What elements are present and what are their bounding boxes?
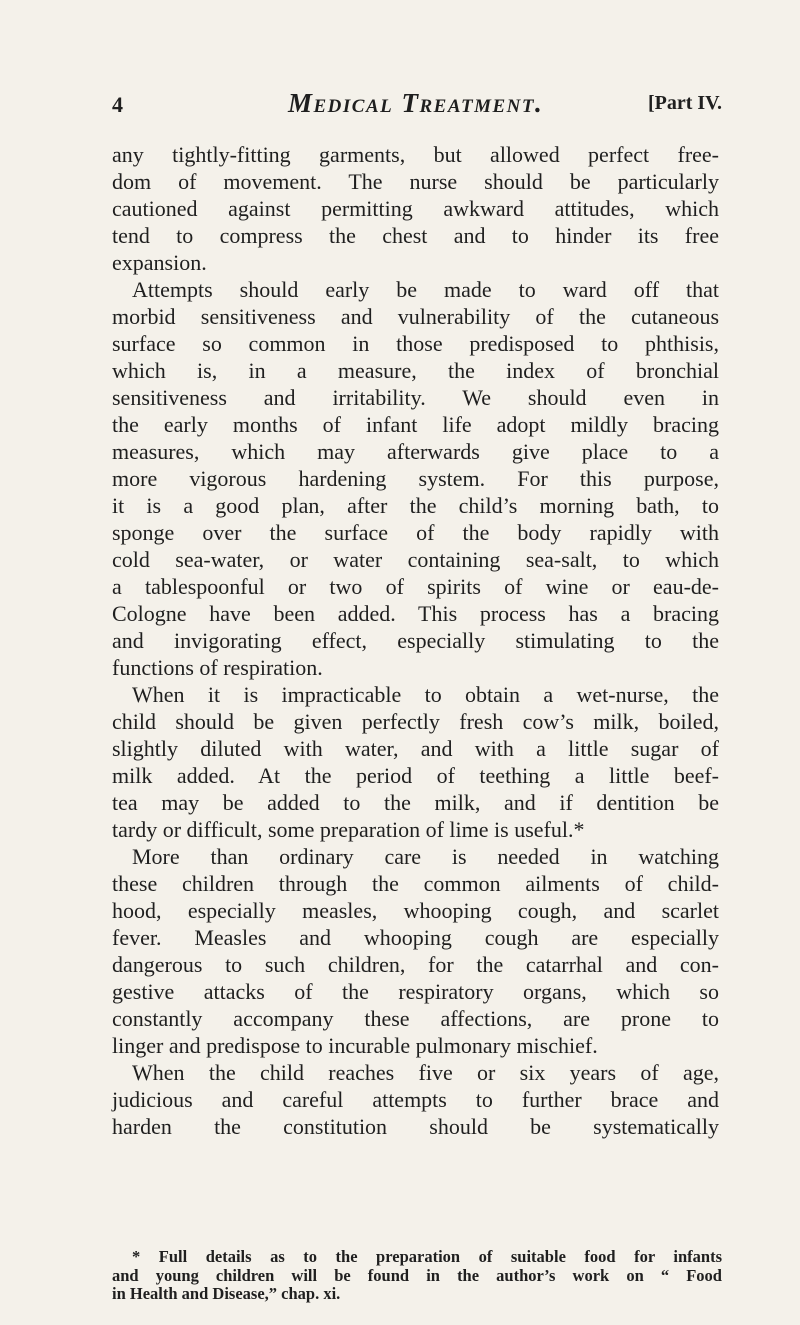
text-line: sensitiveness and irritability. We should even in [112,385,719,410]
footnote-line: and young children will be found in the author’s work on “ Food [112,1265,722,1285]
text-line: surface so common in those predisposed to phthisis, [112,331,719,356]
text-line: cautioned against permitting awkward attitudes, which [112,196,719,221]
text-line: judicious and careful attempts to further brace and [112,1087,719,1112]
part-label: [Part IV. [647,92,722,114]
text-line: measures, which may afterwards give place to a [112,439,719,464]
text-line: More than ordinary care is needed in watching [132,844,719,869]
text-line: functions of respiration. [112,655,323,680]
text-line: hood, especially measles, whooping cough, and scarlet [112,898,719,923]
text-line: Cologne have been added. This process has a bracing [112,601,719,626]
paragraph [112,843,719,1059]
running-title: Medical Treatment. [288,88,544,118]
text-line: a tablespoonful or two of spirits of wine or eau-de- [112,574,719,599]
text-line: fever. Measles and whooping cough are especially [112,925,719,950]
text-line: any tightly-fitting garments, but allowed perfect free- [112,142,719,167]
text-line: When it is impracticable to obtain a wet-nurse, the [132,682,719,707]
text-line: more vigorous hardening system. For this purpose, [112,466,719,491]
footnote-line: in Health and Disease,” chap. xi. [112,1284,341,1303]
text-line: linger and predispose to incurable pulmonary mischief. [112,1033,598,1058]
text-line: milk added. At the period of teething a little beef- [112,763,719,788]
text-line: dom of movement. The nurse should be particularly [112,169,719,194]
text-line: Attempts should early be made to ward off that [132,277,719,302]
text-line: tea may be added to the milk, and if dentition be [112,790,719,815]
text-line: harden the constitution should be systematically [112,1114,719,1139]
paragraph [112,681,719,843]
paragraph [112,276,719,681]
text-line: slightly diluted with water, and with a little sugar of [112,736,719,761]
paragraph [112,1059,719,1140]
page-number: 4 [112,92,123,117]
text-line: and invigorating effect, especially stimulating to the [112,628,719,653]
text-line: tardy or difficult, some preparation of lime is useful.* [112,817,585,842]
text-line: these children through the common ailments of child- [112,871,719,896]
text-line: tend to compress the chest and to hinder its free [112,223,719,248]
text-line: the early months of infant life adopt mildly bracing [112,412,719,437]
footnote [112,1248,722,1304]
footnote-line: * Full details as to the preparation of suitable food for infants [132,1247,722,1266]
text-line: morbid sensitiveness and vulnerability of the cutaneous [112,304,719,329]
text-line: child should be given perfectly fresh cow’s milk, boiled, [112,709,719,734]
page-header [112,88,722,122]
text-line: gestive attacks of the respiratory organs, which so [112,979,719,1004]
text-line: which is, in a measure, the index of bronchial [112,358,719,383]
text-line: constantly accompany these affections, are prone to [112,1006,719,1031]
text-line: sponge over the surface of the body rapidly with [112,520,719,545]
paragraph [112,141,719,276]
text-line: it is a good plan, after the child’s morning bath, to [112,493,719,518]
text-line: cold sea-water, or water containing sea-salt, to which [112,547,719,572]
text-line: dangerous to such children, for the catarrhal and con- [112,952,719,977]
body-text [112,141,719,1140]
text-line: expansion. [112,250,207,275]
text-line: When the child reaches five or six years of age, [132,1060,719,1085]
